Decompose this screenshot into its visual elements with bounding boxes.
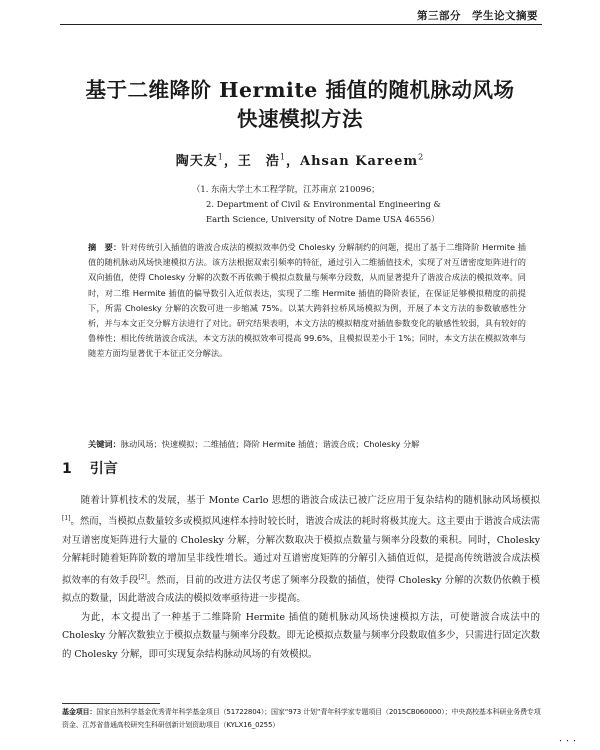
paragraph-1 [62, 492, 540, 609]
author-3-affil-mark: 2 [418, 152, 425, 162]
author-1-affil-mark: 1 [217, 152, 224, 162]
author-2-affil-mark: 1 [279, 152, 286, 162]
funding-footnote [62, 706, 542, 732]
paragraph-1-part-b: 。然而，当模拟点数量较多或模拟风速样本持时较长时，谐波合成法的耗时将极其庞大。这主要由于谐波合成法需对互谱密度矩阵进行大量的 Cholesky 分解，分解次数取决于模拟点数量与频率分段数的乘积。同时，Cholesky 分解耗时随着矩阵阶数的增加呈非线性增长。通过对互谱密度矩阵的分解引入插值近似，是提高传统谐波合成法模拟效率的有效手段 [62, 516, 540, 586]
author-2: 王 浩 [237, 154, 280, 169]
body-text [62, 492, 540, 664]
section-number: 1 [62, 461, 72, 477]
abstract-text: 针对传统引入插值的谐波合成法的模拟效率仍受 Cholesky 分解制约的问题，提出了基于二维降阶 Hermite 插值的随机脉动风场快速模拟方法。该方法根据双索引频率的特征，通过引入二维插值技术，实现了对互谱密度矩阵进行的双向插值，使得 Cholesky 分解的次数不再依赖于模拟点数量与频率分段数，从而显著提升了谐波合成法的模拟效率。同时，对二维 Hermite 插值的偏导数引入近似表达，实现了二维 Hermite 插值的降阶表征，在保证足够模拟精度的前提下，所需 Cholesky 分解的次数可进一步缩减 75%。以某大跨斜拉桥风场模拟为例，开展了本文方法的参数敏感性分析，并与本文正交分解方法进行了对比。研究结果表明，本文方法的模拟精度对插值参数变化的敏感性较弱，具有较好的鲁棒性；相比传统谐波合成法，本文方法的模拟效率可提高 99.6%，且模拟误差小于 1%；同时，本文方法在模拟效率与随差方面均显著优于本征正交分解法。 [88, 242, 526, 359]
abstract-label: 摘 要： [88, 242, 122, 252]
paragraph-1-part-c: 。然而，目前的改进方法仅考虑了频率分段数的插值，使得 Cholesky 分解的次数仍依赖于模拟点的数量，因此谐波合成法的模拟效率亟待进一步提高。 [62, 574, 540, 605]
footnote-label: 基金项目： [62, 708, 97, 716]
affiliation-line-3: Earth Science, University of Notre Dame USA 46556） [206, 214, 440, 224]
page-number-mark: ・・・ [557, 737, 578, 745]
author-separator: ， [285, 154, 300, 169]
keywords-text: 脉动风场；快速模拟；二维插值；降阶 Hermite 插值；谐波合成；Cholesky 分解 [120, 439, 420, 449]
running-header [60, 6, 542, 25]
affiliations [192, 182, 492, 227]
section-heading [62, 458, 118, 478]
author-1: 陶天友 [175, 154, 218, 169]
author-3: Ahsan Kareem [300, 154, 419, 169]
footnote-text: 国家自然科学基金优秀青年科学基金项目（51722804）；国家“973 计划”青年科学家专题项目（2015CB060000）；中央高校基本科研业务费专项资金、江苏省普通高校研究生科研创新计划资助项目（KYLX16_0255） [62, 708, 541, 729]
section-title: 引言 [89, 461, 118, 477]
title-line-1: 基于二维降阶 Hermite 插值的随机脉动风场 [85, 78, 515, 102]
keywords [88, 437, 526, 451]
paragraph-1-part-a: 随着计算机技术的发展，基于 Monte Carlo 思想的谐波合成法已被广泛应用于复杂结构的随机脉动风场模拟 [80, 495, 540, 506]
citation-1: [1] [62, 515, 71, 523]
abstract [88, 240, 526, 362]
paper-title [40, 76, 560, 134]
footnote-rule [62, 703, 160, 704]
affiliation-line-1: （1. 东南大学土木工程学院，江苏南京 210096； [192, 184, 380, 194]
title-line-2: 快速模拟方法 [237, 107, 363, 131]
citation-2: [2] [138, 573, 147, 581]
section-header-text: 第三部分 学生论文摘要 [417, 10, 538, 22]
author-separator: ， [223, 154, 238, 169]
keywords-label: 关键词： [88, 439, 121, 449]
affiliation-line-2: 2. Department of Civil & Environmental Engineering & [206, 199, 441, 209]
paragraph-2: 为此，本文提出了一种基于二维降阶 Hermite 插值的随机脉动风场快速模拟方法，可使谐波合成法中的 Cholesky 分解次数独立于模拟点数量与频率分段数。即无论模拟点数量与频率分段数取值多少，只需进行固定次数的 Cholesky 分解，即可实现复杂结构脉动风场的有效模拟。 [62, 611, 540, 660]
author-list [40, 150, 560, 169]
